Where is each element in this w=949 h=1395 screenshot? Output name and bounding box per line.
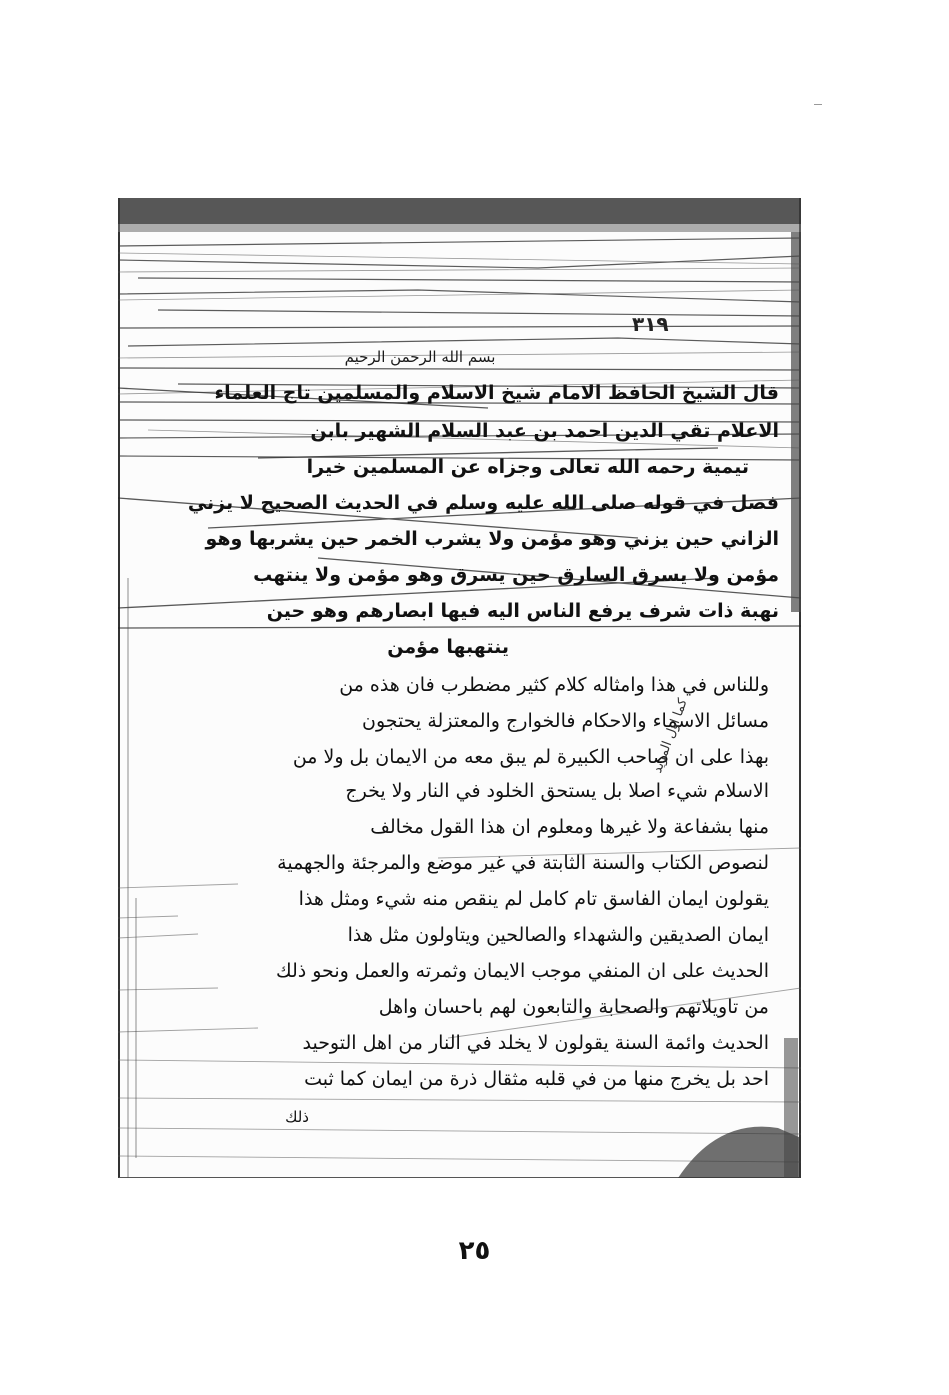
page-number: ٢٥ <box>458 1236 491 1266</box>
manuscript-line-9: وللناس في هذا وامثاله كلام كثير مضطرب فان هذه من <box>339 674 769 696</box>
manuscript-line-13: منها بشفاعة ولا غيرها ومعلوم ان هذا القول مخالف <box>370 816 769 838</box>
manuscript-line-4: فصل في قوله صلى الله عليه وسلم في الحديث الصحيح لا يزني <box>187 492 779 514</box>
basmala: بسم الله الرحمن الرحيم <box>344 348 496 366</box>
manuscript-line-6: مؤمن ولا يسرق السارق حين يسرق وهو مؤمن ولا ينتهب <box>253 564 779 586</box>
manuscript-line-3: تيمية رحمه الله تعالى وجزاه عن المسلمين خيرا <box>306 456 749 478</box>
scan-speck <box>814 104 822 105</box>
manuscript-line-15: يقولون ايمان الفاسق تام كامل لم ينقص منه شيء ومثل هذا <box>298 888 769 910</box>
manuscript-line-11: بهذا على ان صاحب الكبيرة لم يبق معه من الايمان بل ولا من <box>292 746 769 768</box>
manuscript-line-1: قال الشيخ الحافظ الامام شيخ الاسلام والمسلمين تاج العلماء <box>214 382 779 404</box>
manuscript-line-12: الاسلام شيء اصلا بل يستحق الخلود في النار ولا يخرج <box>345 780 769 802</box>
manuscript-line-2: الاعلام تقي الدين احمد بن عبد السلام الشهير بابن <box>310 420 779 442</box>
manuscript-line-19: الحديث وائمة السنة يقولون لا يخلد في النار من اهل التوحيد <box>302 1032 769 1054</box>
manuscript-line-7: نهبة ذات شرف يرفع الناس اليه فيها ابصارهم وهو حين <box>266 600 779 622</box>
margin-note: كما اول المريد <box>650 696 691 776</box>
folio-number: ٣١٩ <box>632 312 669 336</box>
manuscript-line-16: ايمان الصديقين والشهداء والصالحين ويتاولون مثل هذا <box>347 924 769 946</box>
manuscript-line-10: مسائل الاسماء والاحكام فالخوارج والمعتزلة يحتجون <box>362 710 769 732</box>
manuscript-line-8: ينتهبها مؤمن <box>387 636 509 658</box>
manuscript-line-17: الحديث على ان المنفي موجب الايمان وثمرته والعمل ونحو ذلك <box>275 960 769 982</box>
catchword: ذلك <box>285 1108 309 1126</box>
manuscript-line-14: لنصوص الكتاب والسنة الثابتة في غير موضع والمرجئة والجهمية <box>277 852 769 874</box>
manuscript-line-18: من تاويلاتهم والصحابة والتابعون لهم باحسان واهل <box>378 996 769 1018</box>
manuscript-line-20: احد بل يخرج منها من في قلبه مثقال ذرة من ايمان كما ثبت <box>304 1068 769 1090</box>
manuscript-line-5: الزاني حين يزني وهو مؤمن ولا يشرب الخمر حين يشربها وهو <box>205 528 779 550</box>
